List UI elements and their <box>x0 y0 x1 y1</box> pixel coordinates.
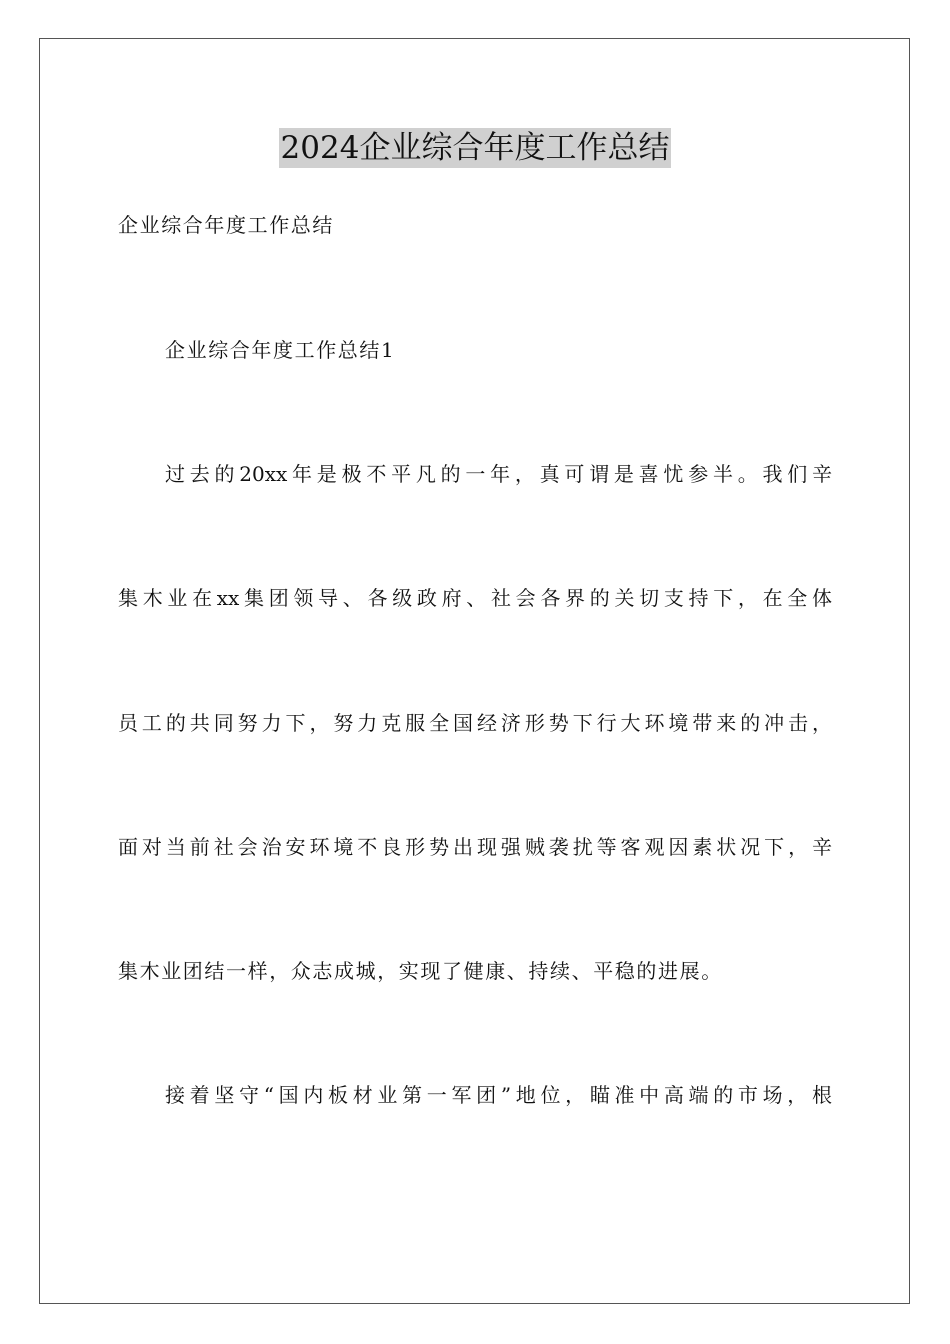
document-title <box>0 128 950 168</box>
document-title-text: 2024企业综合年度工作总结 <box>280 130 670 166</box>
paragraph-1-line-3: 员工的共同努力下，努力克服全国经济形势下行大环境带来的冲击， <box>118 711 832 735</box>
paragraph-1-line-4: 面对当前社会治安环境不良形势出现强贼袭扰等客观因素状况下，辛 <box>118 835 832 859</box>
document-subtitle: 企业综合年度工作总结 <box>118 213 334 237</box>
paragraph-1-line-5: 集木业团结一样，众志成城，实现了健康、持续、平稳的进展。 <box>118 959 723 983</box>
section-heading: 企业综合年度工作总结1 <box>165 338 396 362</box>
paragraph-2-line-1: 接着坚守“国内板材业第一军团”地位，瞄准中高端的市场，根 <box>165 1083 832 1107</box>
paragraph-1-line-1: 过去的20xx年是极不平凡的一年，真可谓是喜忧参半。我们辛 <box>165 462 832 486</box>
paragraph-1-line-2: 集木业在xx集团领导、各级政府、社会各界的关切支持下，在全体 <box>118 586 832 610</box>
